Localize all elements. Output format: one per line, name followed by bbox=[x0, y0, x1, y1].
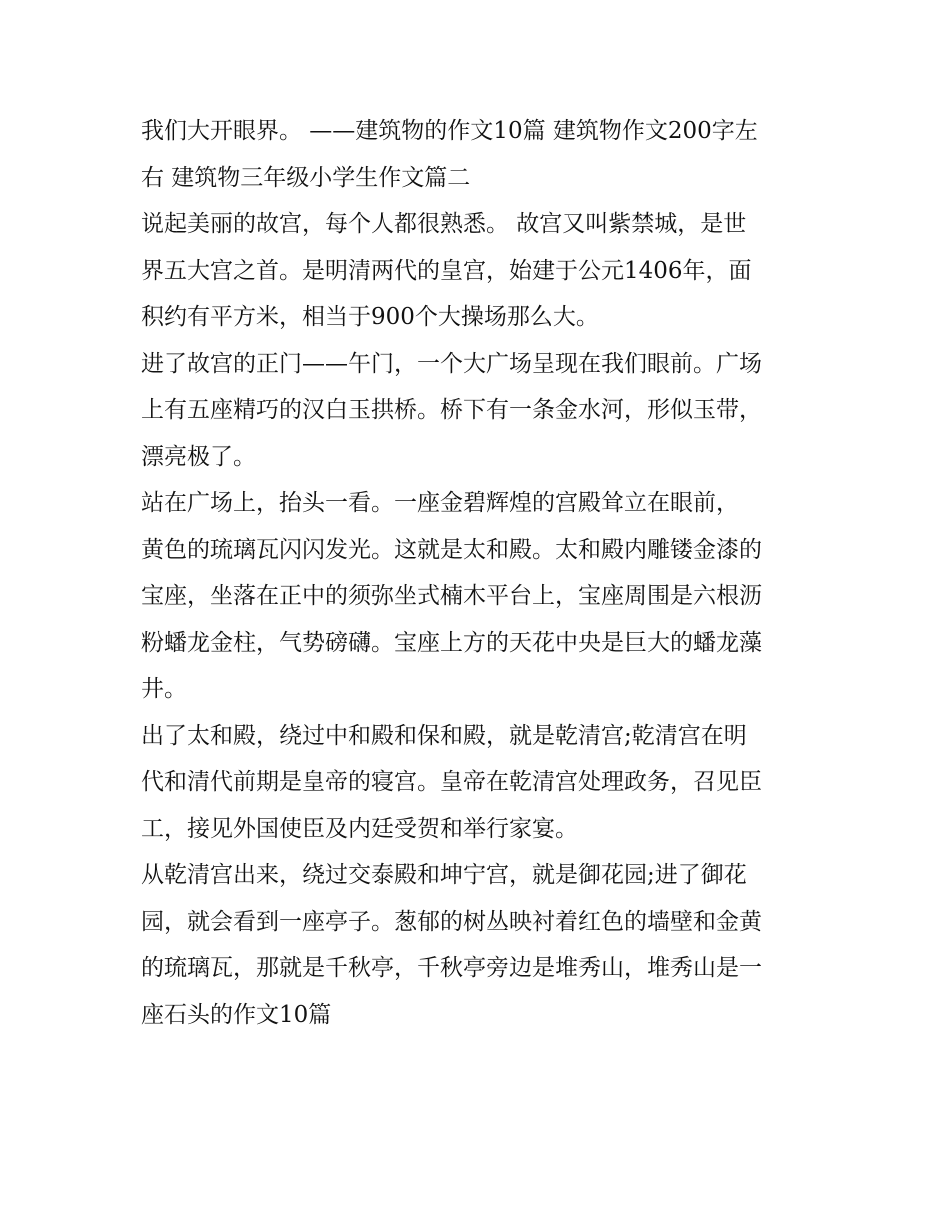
text-line: 进了故宫的正门——午门，一个大广场呈现在我们眼前。广场 bbox=[141, 350, 762, 377]
text-line: 积约有平方米，相当于900个大操场那么大。 bbox=[141, 304, 599, 330]
text-line: 的琉璃瓦，那就是千秋亭，千秋亭旁边是堆秀山，堆秀山是一 bbox=[141, 955, 762, 981]
text-line: 说起美丽的故宫，每个人都很熟悉。 故宫又叫紫禁城，是世 bbox=[141, 211, 747, 237]
text-line: 漂亮极了。 bbox=[141, 443, 256, 470]
text-line: 座石头的作文10篇 bbox=[141, 1001, 332, 1028]
text-line: 界五大宫之首。是明清两代的皇宫，始建于公元1406年，面 bbox=[141, 257, 752, 284]
text-line: 右 建筑物三年级小学生作文篇二 bbox=[141, 164, 471, 191]
text-line: 代和清代前期是皇帝的寝宫。皇帝在乾清宫处理政务，召见臣 bbox=[141, 769, 762, 795]
text-line: 工，接见外国使臣及内廷受贺和举行家宴。 bbox=[141, 815, 578, 842]
text-line: 粉蟠龙金柱，气势磅礴。宝座上方的天花中央是巨大的蟠龙藻 bbox=[141, 629, 762, 656]
text-line: 井。 bbox=[141, 676, 187, 702]
text-line: 园，就会看到一座亭子。葱郁的树丛映衬着红色的墙壁和金黄 bbox=[141, 908, 762, 935]
text-line: 上有五座精巧的汉白玉拱桥。桥下有一条金水河，形似玉带， bbox=[141, 397, 762, 423]
text-line: 宝座，坐落在正中的须弥坐式楠木平台上，宝座周围是六根沥 bbox=[141, 583, 762, 609]
text-line: 出了太和殿，绕过中和殿和保和殿，就是乾清宫;乾清宫在明 bbox=[141, 722, 747, 749]
document-body bbox=[141, 108, 813, 1038]
text-line: 从乾清宫出来，绕过交泰殿和坤宁宫，就是御花园;进了御花 bbox=[141, 862, 747, 888]
text-line: 站在广场上，抬头一看。一座金碧辉煌的宫殿耸立在眼前， bbox=[141, 490, 739, 516]
text-line: 我们大开眼界。 ——建筑物的作文10篇 建筑物作文200字左 bbox=[141, 118, 758, 144]
text-line: 黄色的琉璃瓦闪闪发光。这就是太和殿。太和殿内雕镂金漆的 bbox=[141, 536, 762, 563]
